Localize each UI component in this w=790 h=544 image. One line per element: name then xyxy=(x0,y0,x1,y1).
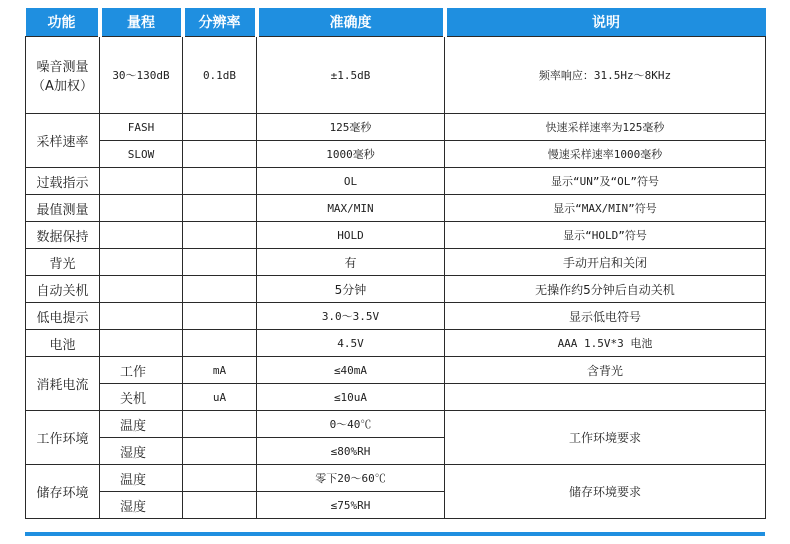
row-resolution xyxy=(183,114,257,141)
spec-table-container xyxy=(25,8,765,519)
table-row xyxy=(26,195,766,222)
row-resolution: mA xyxy=(183,357,257,384)
table-row xyxy=(26,465,766,492)
row-accuracy: MAX/MIN xyxy=(257,195,445,222)
row-description xyxy=(445,384,766,411)
row-resolution: 0.1dB xyxy=(183,37,257,114)
row-resolution xyxy=(183,222,257,249)
row-resolution xyxy=(183,141,257,168)
row-subitem: 温度 xyxy=(100,411,183,438)
table-row xyxy=(26,141,766,168)
header-function: 功能 xyxy=(26,8,100,37)
row-accuracy: 5分钟 xyxy=(257,276,445,303)
table-row xyxy=(26,330,766,357)
table-row xyxy=(26,249,766,276)
table-row xyxy=(26,276,766,303)
row-description: 显示“UN”及“OL”符号 xyxy=(445,168,766,195)
row-accuracy: ≤10uA xyxy=(257,384,445,411)
row-range xyxy=(100,222,183,249)
row-resolution xyxy=(183,465,257,492)
row-name: 数据保持 xyxy=(26,222,100,249)
row-accuracy: ±1.5dB xyxy=(257,37,445,114)
row-range xyxy=(100,330,183,357)
header-range: 量程 xyxy=(100,8,183,37)
row-resolution xyxy=(183,411,257,438)
row-description: 无操作约5分钟后自动关机 xyxy=(445,276,766,303)
row-description: 工作环境要求 xyxy=(445,411,766,465)
row-accuracy: 1000毫秒 xyxy=(257,141,445,168)
table-row xyxy=(26,114,766,141)
row-name: 过载指示 xyxy=(26,168,100,195)
row-resolution xyxy=(183,303,257,330)
bottom-accent-bar xyxy=(25,532,765,536)
row-subitem: 湿度 xyxy=(100,492,183,519)
row-description: 含背光 xyxy=(445,357,766,384)
row-name: 背光 xyxy=(26,249,100,276)
row-range: 30～130dB xyxy=(100,37,183,114)
row-range xyxy=(100,195,183,222)
row-accuracy: 3.0～3.5V xyxy=(257,303,445,330)
row-resolution: uA xyxy=(183,384,257,411)
row-description: 频率响应：31.5Hz～8KHz xyxy=(445,37,766,114)
table-row xyxy=(26,37,766,114)
row-subitem: 湿度 xyxy=(100,438,183,465)
row-accuracy: 零下20～60℃ xyxy=(257,465,445,492)
row-resolution xyxy=(183,438,257,465)
table-row xyxy=(26,222,766,249)
row-range xyxy=(100,249,183,276)
table-row xyxy=(26,384,766,411)
row-name: 噪音测量 （A加权） xyxy=(26,37,100,114)
row-accuracy: ≤80%RH xyxy=(257,438,445,465)
row-accuracy: ≤75%RH xyxy=(257,492,445,519)
row-resolution xyxy=(183,276,257,303)
row-resolution xyxy=(183,492,257,519)
row-name: 最值测量 xyxy=(26,195,100,222)
row-range: FASH xyxy=(100,114,183,141)
row-description: 显示“HOLD”符号 xyxy=(445,222,766,249)
row-range xyxy=(100,276,183,303)
spec-table xyxy=(25,8,766,519)
row-subitem: 工作 xyxy=(100,357,183,384)
row-description: AAA 1.5V*3 电池 xyxy=(445,330,766,357)
row-name: 消耗电流 xyxy=(26,357,100,411)
table-row xyxy=(26,357,766,384)
row-resolution xyxy=(183,330,257,357)
row-name: 储存环境 xyxy=(26,465,100,519)
row-accuracy: 4.5V xyxy=(257,330,445,357)
row-accuracy: 125毫秒 xyxy=(257,114,445,141)
row-accuracy: 0～40℃ xyxy=(257,411,445,438)
row-accuracy: OL xyxy=(257,168,445,195)
row-description: 手动开启和关闭 xyxy=(445,249,766,276)
row-accuracy: HOLD xyxy=(257,222,445,249)
row-name: 采样速率 xyxy=(26,114,100,168)
table-row xyxy=(26,411,766,438)
row-name: 工作环境 xyxy=(26,411,100,465)
table-header xyxy=(26,8,766,37)
row-resolution xyxy=(183,249,257,276)
header-accuracy: 准确度 xyxy=(257,8,445,37)
row-description: 储存环境要求 xyxy=(445,465,766,519)
row-description: 显示低电符号 xyxy=(445,303,766,330)
header-resolution: 分辨率 xyxy=(183,8,257,37)
row-name: 电池 xyxy=(26,330,100,357)
table-row xyxy=(26,168,766,195)
row-name: 低电提示 xyxy=(26,303,100,330)
row-accuracy: ≤40mA xyxy=(257,357,445,384)
row-range: SLOW xyxy=(100,141,183,168)
row-description: 慢速采样速率1000毫秒 xyxy=(445,141,766,168)
row-resolution xyxy=(183,195,257,222)
row-description: 显示“MAX/MIN”符号 xyxy=(445,195,766,222)
row-resolution xyxy=(183,168,257,195)
table-row xyxy=(26,303,766,330)
header-description: 说明 xyxy=(445,8,766,37)
row-subitem: 关机 xyxy=(100,384,183,411)
row-range xyxy=(100,168,183,195)
row-subitem: 温度 xyxy=(100,465,183,492)
row-description: 快速采样速率为125毫秒 xyxy=(445,114,766,141)
row-accuracy: 有 xyxy=(257,249,445,276)
row-range xyxy=(100,303,183,330)
row-name: 自动关机 xyxy=(26,276,100,303)
